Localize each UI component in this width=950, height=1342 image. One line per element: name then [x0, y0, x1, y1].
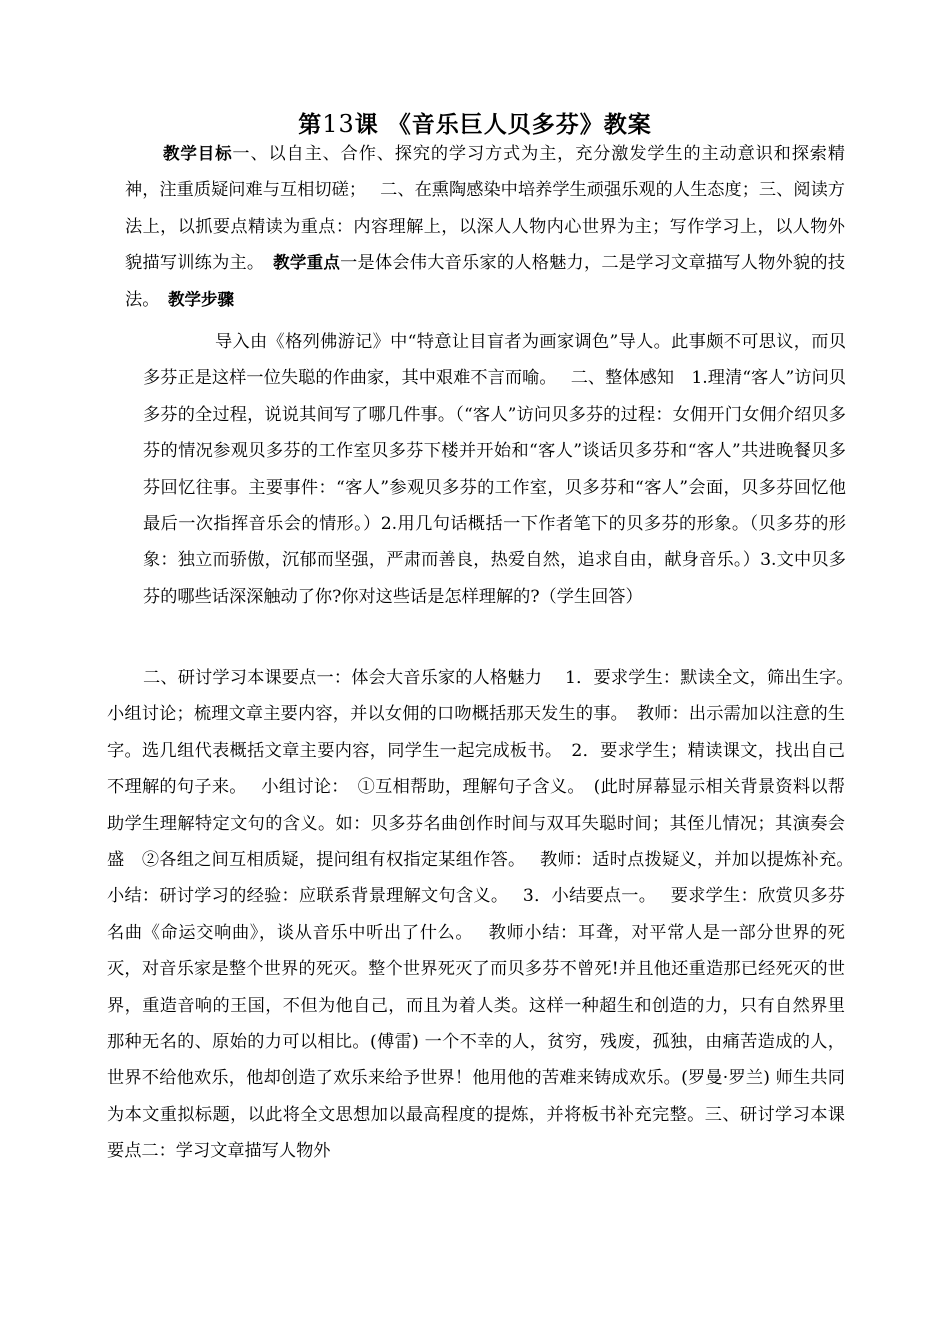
label-teaching-key-points: 教学重点: [273, 253, 341, 273]
title-suffix: 课 《音乐巨人贝多芬》教案: [354, 112, 652, 138]
title-prefix: 第: [298, 112, 323, 138]
paragraph-study-point-one: 二、研讨学习本课要点一：体会大音乐家的人格魅力 1．要求学生：默读全文，筛出生字。 小组讨论；梳理文章主要内容，并以女佣的口吻概括那天发生的事。 教师：出示需加以注意的生字。选几组代表概括文章主要内容，同学生一起完成板书。 2．要求学生；精读课文，找出自己不理解的句子来。 小组讨论： ①互相帮助，理解句子含义。 (此时屏幕显示相关背景资料以帮助学生理解特定文句的含义。如：贝多芬名曲创作时间与双耳失聪时间；其侄儿情况；其演奏会盛 ②各组之间互相质疑，提问组有权指定某组作答。 教师：适时点拨疑义，并加以提炼补充。 小结：研讨学习的经验：应联系背景理解文句含义。 3．小结要点一。 要求学生：欣赏贝多芬名曲《命运交响曲》，谈从音乐中听出了什么。 教师小结：耳聋，对平常人是一部分世界的死灭，对音乐家是整个世界的死灭。整个世界死灭了而贝多芬不曾死!并且他还重造那已经死灭的世界，重造音响的王国，不但为他自己，而且为着人类。这样一种超生和创造的力，只有自然界里那种无名的、原始的力可以相比。(傅雷) 一个不幸的人，贫穷，残废，孤独，由痛苦造成的人，世界不给他欢乐，他却创造了欢乐来给予世界！他用他的苦难来铸成欢乐。(罗曼·罗兰) 师生共同为本文重拟标题，以此将全文思想加以最高程度的提炼，并将板书补充完整。三、研讨学习本课要点二：学习文章描写人物外: [107, 668, 868, 1162]
paragraph-introduction-and-overview: 导入由《格列佛游记》中“特意让目盲者为画家调色”导人。此事颇不可思议，而贝多芬正是这样一位失聪的作曲家，其中艰难不言而喻。 二、整体感知 1.理清“客人”访问贝多芬的全过程，说说其间写了哪几件事。（“客人”访问贝多芬的过程：女佣开门女佣介绍贝多芬的情况参观贝多芬的工作室贝多芬下楼并开始和“客人”谈话贝多芬和“客人”共进晚餐贝多芬回忆往事。主要事件：“客人”参观贝多芬的工作室，贝多芬和“客人”会面，贝多芬回忆他最后一次指挥音乐会的情形。）2.用几句话概括一下作者笔下的贝多芬的形象。（贝多芬的形象：独立而骄傲，沉郁而坚强，严肃而善良，热爱自然，追求自由，献身音乐。）3.文中贝多芬的哪些话深深触动了你?你对这些话是怎样理解的?（学生回答）: [143, 332, 846, 607]
teaching-goals-text: 一、以自主、合作、探究的学习方式为主，充分激发学生的主动意识和探索精神，注重质疑问难与互相切磋； 二、在熏陶感染中培养学生顽强乐观的人生态度；三、阅读方法上，以抓要点精读为重点：内容理解上，以深人人物内心世界为主；写作学习上，以人物外貌描写训练为主。: [125, 144, 845, 274]
title-lesson-number: 13: [322, 110, 355, 138]
paragraph-teaching-goals: [125, 136, 845, 318]
label-teaching-steps: 教学步骤: [167, 289, 234, 309]
teaching-key-points-text: 一是体会伟大音乐家的人格魅力，二是学习文章描写人物外貌的技法。: [125, 253, 846, 310]
label-teaching-goals: 教学目标: [163, 144, 233, 163]
